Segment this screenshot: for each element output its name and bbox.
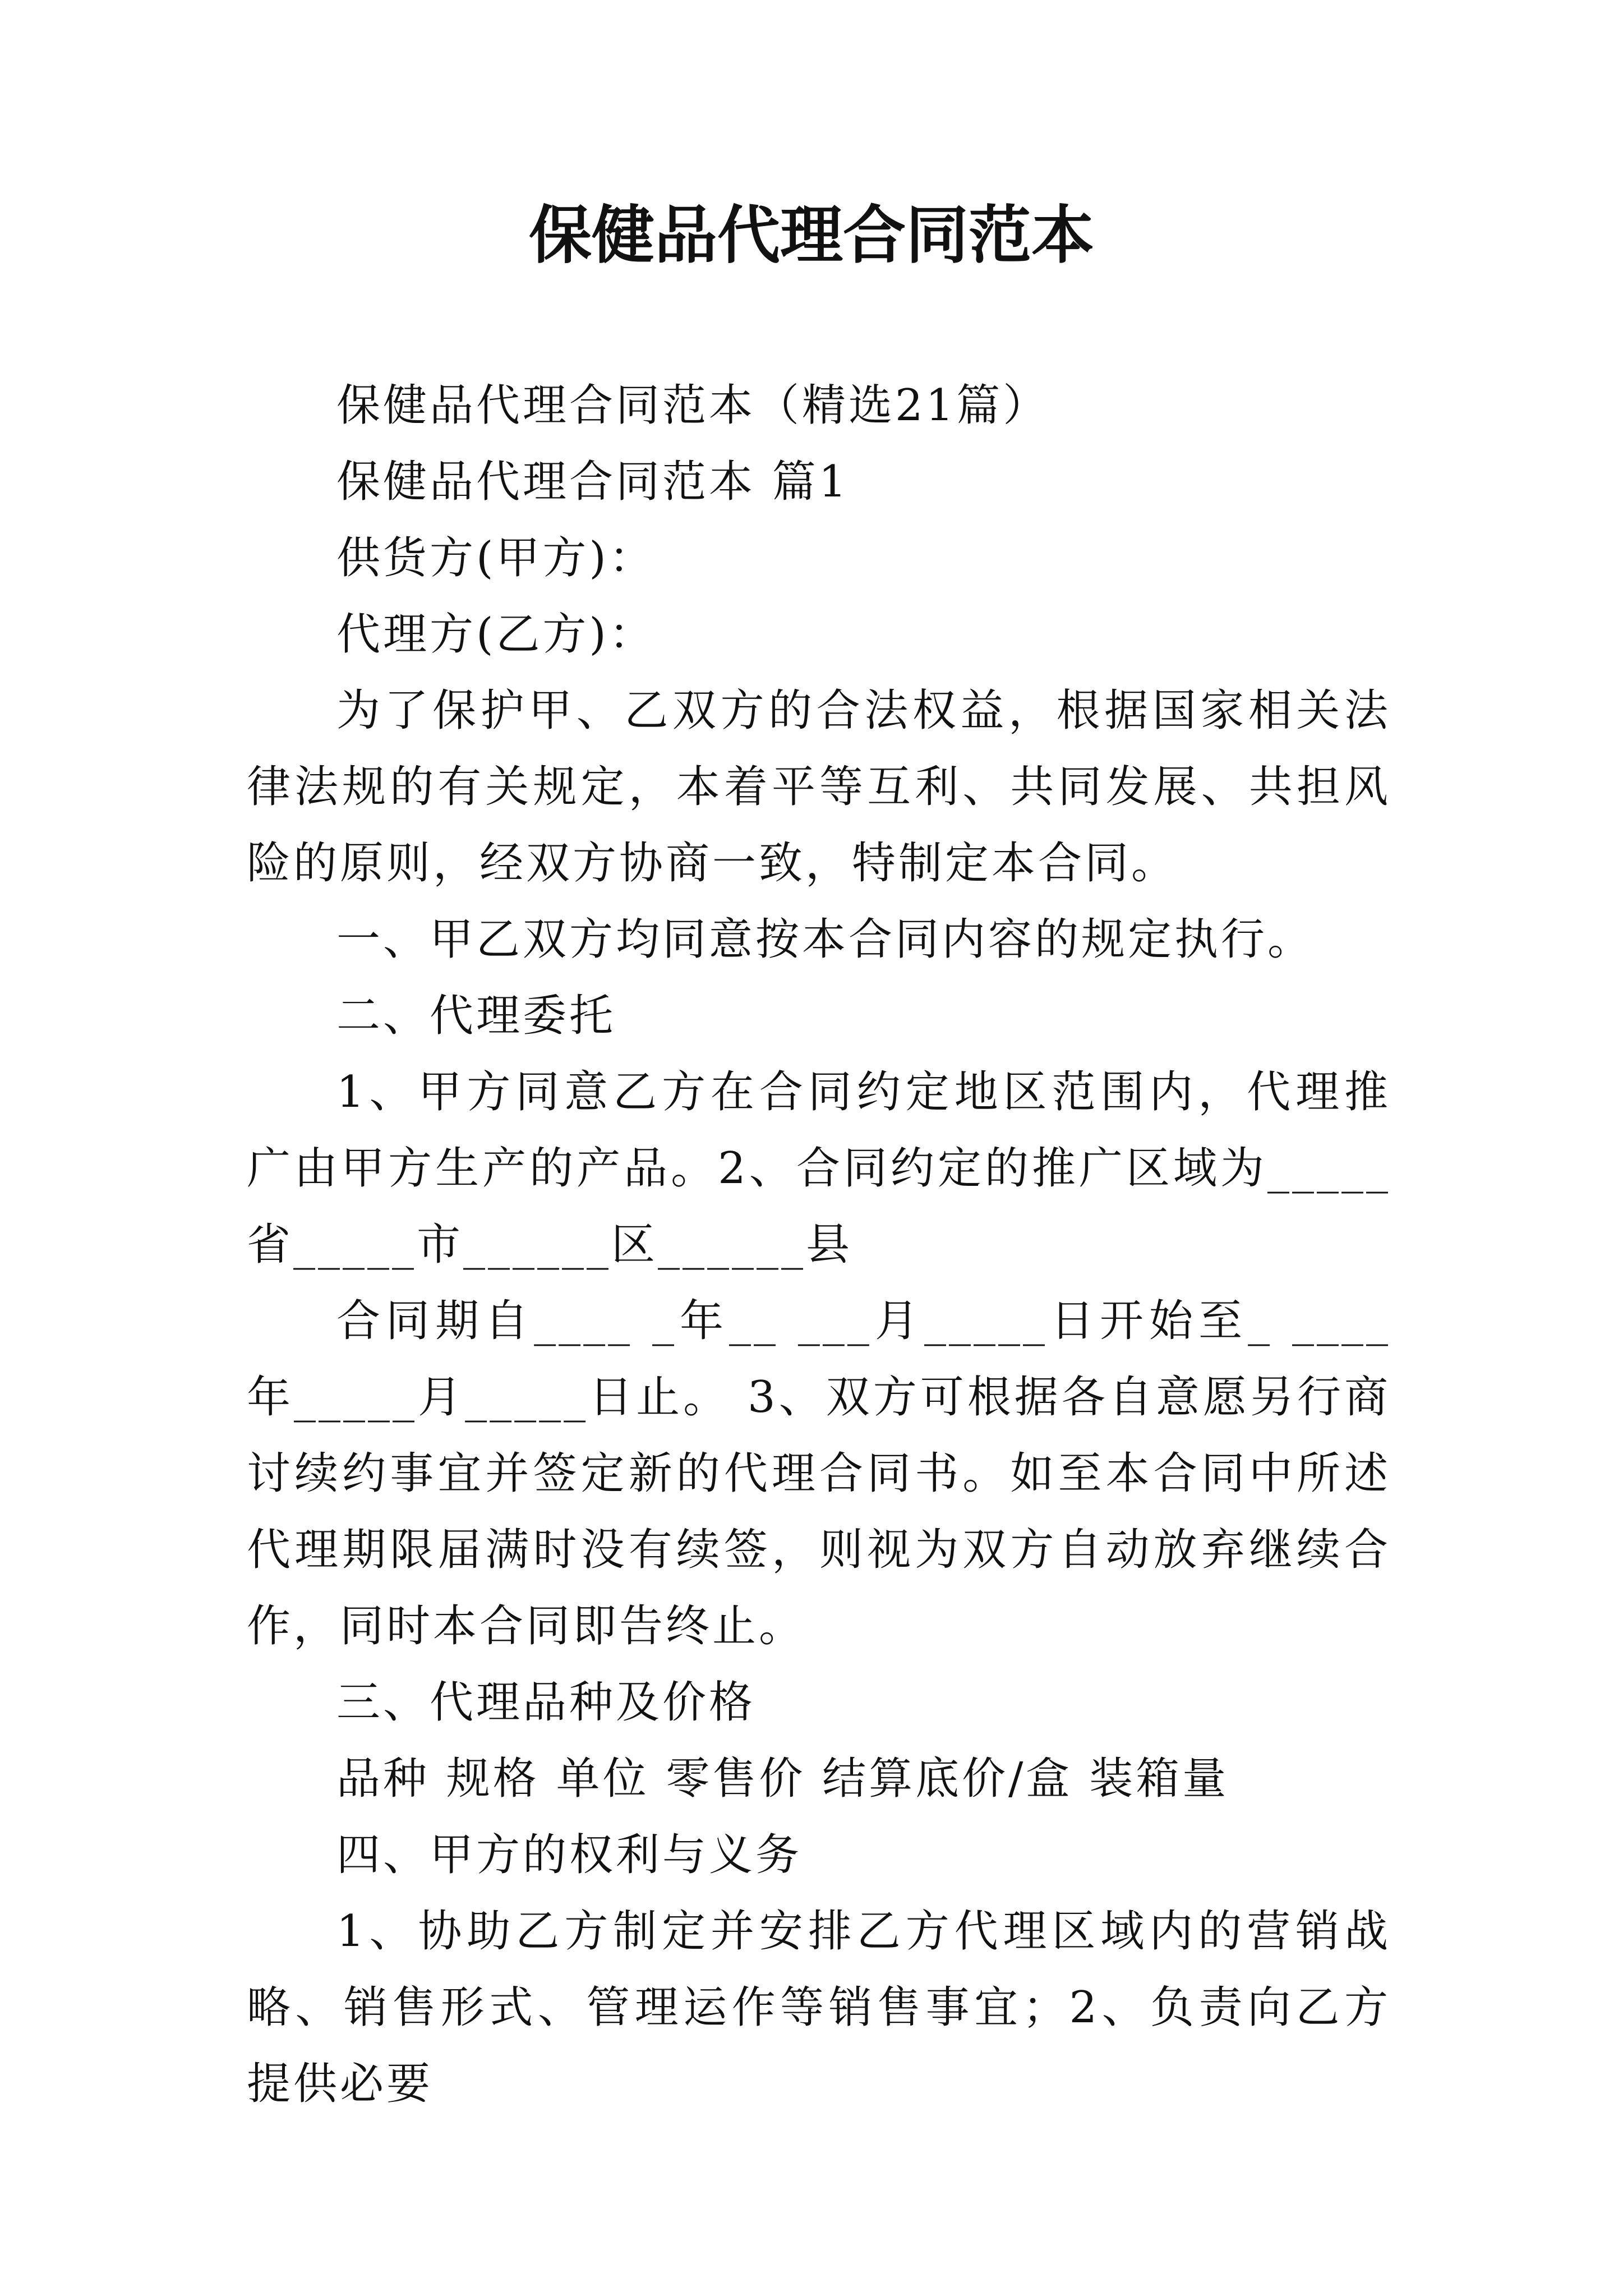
- paragraph-subtitle: 保健品代理合同范本（精选21篇）: [336, 380, 1050, 431]
- paragraph-party-a: 供货方(甲方)：: [336, 533, 656, 583]
- paragraph-clause-4-body: 1、协助乙方制定并安排乙方代理区域内的营销战略、销售形式、管理运作等销售事宜；2、负责向乙方提供必要: [247, 1906, 1391, 2109]
- document-body: [247, 367, 1391, 2122]
- paragraph-term: 合同期自____ _年__ ___月_____日开始至_ ____年_____月_____日止。 3、双方可根据各自意愿另行商讨续约事宜并签定新的代理合同书。如至本合同中所述代理期限届满时没有续签，则视为双方自动放弃继续合作，同时本合同即告终止。: [247, 1296, 1391, 1651]
- paragraph-preamble: 为了保护甲、乙双方的合法权益，根据国家相关法律法规的有关规定，本着平等互利、共同发展、共担风险的原则，经双方协商一致，特制定本合同。: [247, 685, 1391, 889]
- document-title: 保健品代理合同范本: [529, 199, 1094, 272]
- paragraph-clause-4-heading: 四、甲方的权利与义务: [336, 1830, 803, 1880]
- paragraph-product-table-header: 品种 规格 单位 零售价 结算底价/盒 装箱量: [336, 1754, 1229, 1804]
- paragraph-party-b: 代理方(乙方)：: [336, 609, 656, 660]
- paragraph-clause-3-heading: 三、代理品种及价格: [336, 1677, 756, 1728]
- paragraph-clause-2-body: 1、甲方同意乙方在合同约定地区范围内，代理推广由甲方生产的产品。2、合同约定的推广区域为_____ 省_____市______区______县: [247, 1067, 1391, 1270]
- paragraph-section-heading: 保健品代理合同范本 篇1: [336, 457, 850, 507]
- paragraph-clause-1: 一、甲乙双方均同意按本合同内容的规定执行。: [336, 914, 1315, 965]
- paragraph-clause-2-heading: 二、代理委托: [336, 991, 616, 1041]
